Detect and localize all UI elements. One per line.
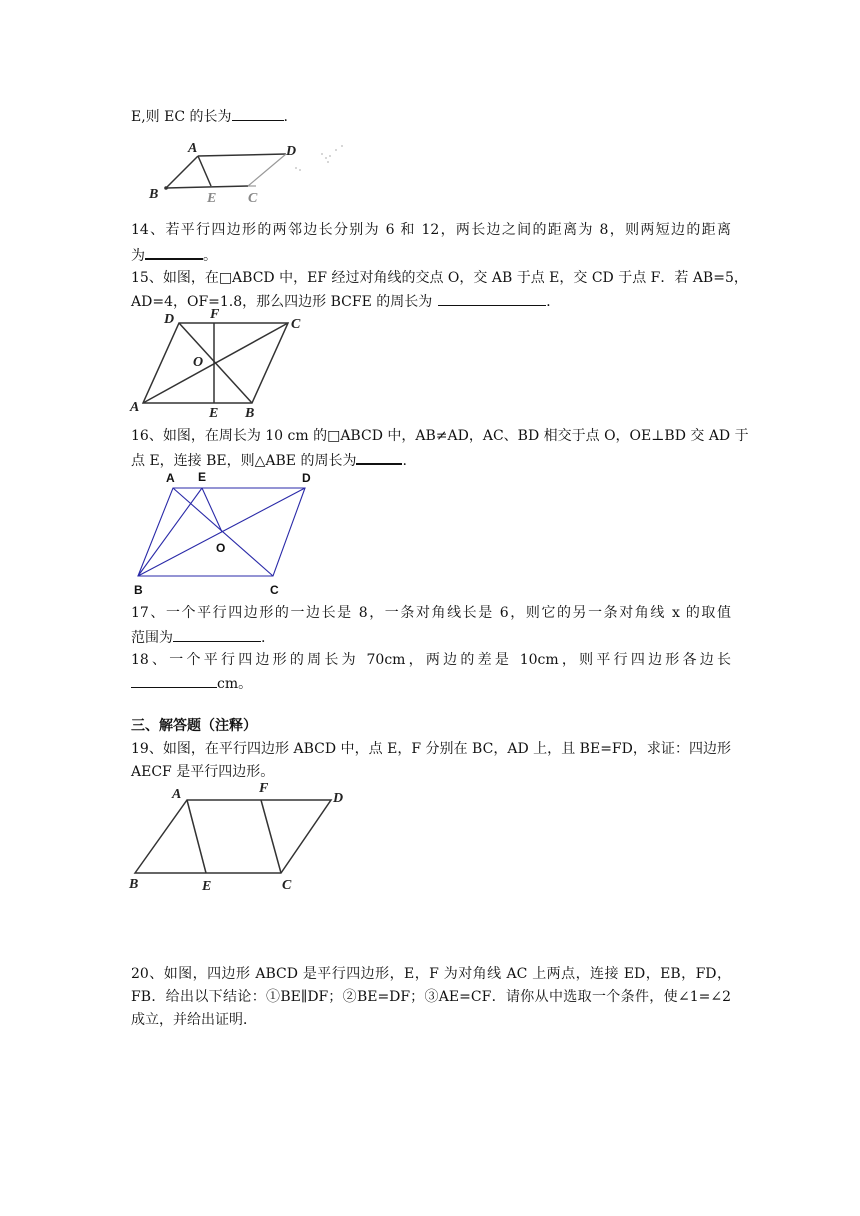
q16-answer-blank[interactable] <box>356 449 402 465</box>
fig15-label-e: E <box>209 406 219 421</box>
q17-answer-blank[interactable] <box>173 627 261 642</box>
fig19-label-f: F <box>259 781 269 796</box>
fig15-label-a: A <box>130 400 140 415</box>
fig15-label-d: D <box>164 312 175 327</box>
q20-line2: FB．给出以下结论：①BE∥DF；②BE=DF；③AE=CF．请你从中选取一个条件，使∠1=∠2 <box>131 989 731 1005</box>
fig16-label-d: D <box>302 471 311 485</box>
fig13-label-e: E <box>207 191 217 206</box>
section-title: 三、解答题（注释） <box>131 718 257 734</box>
fig16-label-o: O <box>216 541 226 555</box>
q20-line1: 20、如图，四边形 ABCD 是平行四边形，E，F 为对角线 AC 上两点，连接 ED，EB，FD， <box>131 966 731 982</box>
fig16-label-a: A <box>166 471 175 485</box>
figure-q13 <box>140 138 360 208</box>
figure-q19 <box>126 776 356 896</box>
fig13-label-b: B <box>149 187 159 202</box>
q20-line3: 成立，并给出证明． <box>131 1012 257 1028</box>
q16-line1: 16、如图，在周长为 10 cm 的□ABCD 中，AB≠AD，AC、BD 相交于点 O，OE⊥BD 交 AD 于 <box>131 428 749 444</box>
q17-line1: 17、一个平行四边形的一边长是 8，一条对角线长是 6，则它的另一条对角线 x 的取值 <box>131 605 731 621</box>
q13-tail: E,则 EC 的长为 . <box>131 106 731 127</box>
q19-line2: AECF 是平行四边形。 <box>131 764 275 780</box>
fig15-label-f: F <box>210 307 220 322</box>
q15-line2: AD=4，OF=1.8，那么四边形 BCFE 的周长为 ． <box>131 291 731 312</box>
fig19-label-a: A <box>172 787 182 802</box>
fig19-label-e: E <box>202 879 212 894</box>
fig19-label-b: B <box>129 877 139 892</box>
fig15-label-o: O <box>193 355 204 370</box>
fig16-label-e: E <box>198 470 207 484</box>
q16-line2: 点 E，连接 BE，则△ABE 的周长为 . <box>131 449 731 471</box>
q18-line2: cm。 <box>131 673 731 694</box>
fig19-label-d: D <box>333 791 344 806</box>
q13-answer-blank[interactable] <box>232 106 284 121</box>
figure-q16 <box>128 466 328 601</box>
q14-answer-blank[interactable] <box>145 244 203 260</box>
q18-answer-blank[interactable] <box>131 673 217 688</box>
q18-line1: 18、一个平行四边形的周长为 70cm，两边的差是 10cm，则平行四边形各边长 <box>131 652 731 668</box>
fig16-label-b: B <box>134 583 143 597</box>
fig15-label-c: C <box>291 317 301 332</box>
fig13-label-d: D <box>286 144 297 159</box>
figure-q15 <box>128 306 318 421</box>
fig19-label-c: C <box>282 878 292 893</box>
fig16-label-c: C <box>270 583 279 597</box>
q19-line1: 19、如图，在平行四边形 ABCD 中，点 E，F 分别在 BC，AD 上，且 BE=FD，求证：四边形 <box>131 741 731 757</box>
q14-line1: 14、若平行四边形的两邻边长分别为 6 和 12，两长边之间的距离为 8，则两短边的距离 <box>131 222 731 238</box>
q15-line1: 15、如图，在□ABCD 中，EF 经过对角线的交点 O，交 AB 于点 E，交 CD 于点 F．若 AB=5， <box>131 270 748 286</box>
fig13-label-c: C <box>248 191 258 206</box>
q17-line2: 范围为 . <box>131 627 731 648</box>
fig15-label-b: B <box>245 406 255 421</box>
q14-line2: 为 。 <box>131 244 731 266</box>
fig13-label-a: A <box>188 141 198 156</box>
q15-answer-blank[interactable] <box>438 291 546 306</box>
